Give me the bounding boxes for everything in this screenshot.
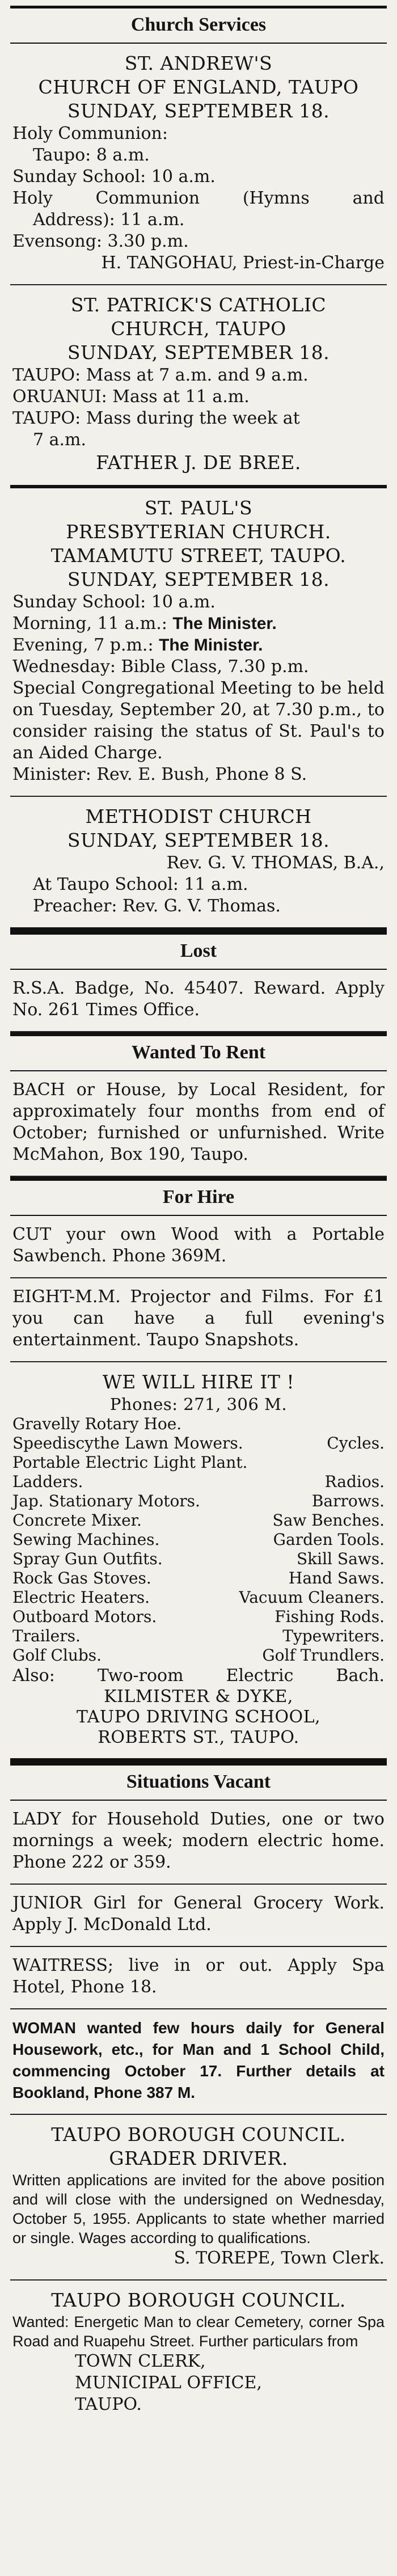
service-line: Taupo: 8 a.m. [33, 145, 150, 165]
lost-heading: Lost [10, 931, 387, 970]
service-line: ORUANUI: Mass at 11 a.m. [12, 387, 250, 407]
church-name: ST. PAUL'S [144, 497, 253, 519]
hire-list-ad [10, 1362, 387, 1762]
situation-text: JUNIOR Girl for General Grocery Work. Apply J. McDonald Ltd. [12, 1893, 385, 1935]
hire-item-left: Outboard Motors. [12, 1607, 157, 1626]
situation-ad [10, 1885, 387, 1947]
council-body: Wanted: Energetic Man to clear Cemetery, corner Spa Road and Ruapehu Street. Further particulars from [12, 2313, 385, 2350]
minister-label: The Minister. [172, 614, 277, 633]
situation-ad [10, 2009, 387, 2115]
council-signature: MUNICIPAL OFFICE, [75, 2373, 262, 2393]
hire-item-right: Cycles. [327, 1434, 385, 1452]
service-line [12, 613, 385, 635]
service-date: SUNDAY, SEPTEMBER 18. [67, 341, 330, 364]
council-grader-ad [10, 2115, 387, 2281]
minister-name: Rev. G. V. THOMAS, B.A., [166, 853, 385, 873]
methodist-notice [10, 797, 387, 931]
hire-item [12, 1414, 385, 1434]
council-cemetery-ad [10, 2281, 387, 2426]
council-name: TAUPO BOROUGH COUNCIL. [51, 2123, 346, 2146]
hire-item-left: Trailers. [12, 1627, 81, 1645]
council-signature: TOWN CLERK, [75, 2351, 206, 2371]
service-time: Morning, 11 a.m.: [12, 614, 173, 634]
service-line: Sunday School: 10 a.m. [12, 167, 216, 187]
hire-item-right: Hand Saws. [288, 1569, 385, 1587]
service-line: Address): 11 a.m. [33, 210, 185, 230]
church-address: TAMAMUTU STREET, TAUPO. [50, 544, 347, 567]
hire-item-left: Gravelly Rotary Hoe. [12, 1414, 182, 1433]
hire-item-right: Radios. [324, 1472, 385, 1491]
st-pauls-notice [10, 488, 387, 797]
hire-item-right: Vacuum Cleaners. [239, 1588, 385, 1607]
wanted-notice [10, 1071, 387, 1177]
hire-item [12, 1434, 385, 1453]
hire-item [12, 1569, 385, 1588]
hire-items-table [12, 1472, 385, 1665]
church-name: CHURCH, TAUPO [111, 318, 286, 340]
lost-notice [10, 970, 387, 1032]
situation-ad [10, 1801, 387, 1885]
hire-item [12, 1530, 385, 1549]
hire-item [12, 1588, 385, 1607]
newspaper-column [10, 0, 387, 2426]
minister-label: The Minister. [159, 636, 263, 654]
hire-item [12, 1627, 385, 1646]
priest-name: H. TANGOHAU, Priest-in-Charge [101, 253, 385, 273]
hire-item [12, 1549, 385, 1569]
hire-text: EIGHT-M.M. Projector and Films. For £1 you can have a full evening's entertainment. Taupo Snapshots. [12, 1287, 385, 1350]
church-name: METHODIST CHURCH [85, 805, 312, 827]
hire-signature: TAUPO DRIVING SCHOOL, [76, 1707, 321, 1727]
service-line: Holy Communion: [12, 124, 168, 143]
hire-item-right: Typewriters. [282, 1627, 385, 1645]
church-services-heading: Church Services [10, 6, 387, 44]
hire-item-left: Golf Clubs. [12, 1646, 102, 1665]
service-line: Sunday School: 10 a.m. [12, 592, 216, 612]
service-line: Wednesday: Bible Class, 7.30 p.m. [12, 657, 309, 677]
situations-vacant-heading: Situations Vacant [10, 1762, 387, 1801]
service-line: At Taupo School: 11 a.m. [33, 875, 248, 894]
hire-item [12, 1646, 385, 1665]
hire-item [12, 1453, 385, 1472]
situation-text: LADY for Household Duties, one or two mornings a week; modern electric home. Phone 222 or 359. [12, 1809, 385, 1872]
lost-text: R.S.A. Badge, No. 45407. Reward. Apply No. 261 Times Office. [12, 978, 385, 1020]
position-title: GRADER DRIVER. [109, 2147, 288, 2169]
hire-item-left: Spray Gun Outfits. [12, 1549, 163, 1568]
hire-title: WE WILL HIRE IT ! [102, 1371, 295, 1393]
wanted-to-rent-heading: Wanted To Rent [10, 1032, 387, 1071]
council-name: TAUPO BOROUGH COUNCIL. [51, 2289, 346, 2311]
for-hire-heading: For Hire [10, 1177, 387, 1216]
hire-item [12, 1472, 385, 1492]
minister-contact: Minister: Rev. E. Bush, Phone 8 S. [12, 765, 307, 784]
wanted-text: BACH or House, by Local Resident, for approximately four months from end of October; furnished or unfurnished. Write McMahon, Box 190, Taupo. [12, 1080, 385, 1164]
service-line [12, 635, 385, 656]
preacher-line: Preacher: Rev. G. V. Thomas. [33, 896, 281, 916]
council-signature: S. TOREPE, Town Clerk. [174, 2248, 385, 2268]
church-name: ST. ANDREW'S [124, 52, 273, 74]
hire-item-left: Jap. Stationary Motors. [12, 1492, 200, 1510]
hire-item-left: Concrete Mixer. [12, 1511, 142, 1530]
hire-item-left: Sewing Machines. [12, 1530, 160, 1549]
hire-item-left: Speediscythe Lawn Mowers. [12, 1434, 243, 1452]
service-line: Holy Communion (Hymns and [12, 188, 385, 208]
service-line: 7 a.m. [33, 430, 87, 450]
hire-item-right: Barrows. [311, 1492, 385, 1510]
hire-signature: KILMISTER & DYKE, [104, 1687, 293, 1707]
situation-text: WOMAN wanted few hours daily for General Housework, etc., for Man and 1 School Child, commencing October 17. Further details at Bookland, Phone 387 M. [12, 2019, 385, 2101]
service-line: TAUPO: Mass during the week at [12, 408, 300, 428]
hire-item-right: Saw Benches. [272, 1511, 385, 1530]
service-time: Evening, 7 p.m.: [12, 635, 159, 655]
situation-text: WAITRESS; live in or out. Apply Spa Hotel, Phone 18. [12, 1956, 385, 1997]
church-name: PRESBYTERIAN CHURCH. [66, 521, 331, 543]
council-signature: TAUPO. [75, 2395, 142, 2414]
hire-ad [10, 1216, 387, 1278]
situation-ad [10, 1947, 387, 2009]
hire-item-right: Fishing Rods. [274, 1607, 385, 1626]
hire-text: CUT your own Wood with a Portable Sawbench. Phone 369M. [12, 1224, 385, 1266]
hire-item-left: Electric Heaters. [12, 1588, 150, 1607]
st-patricks-notice [10, 285, 387, 488]
meeting-notice: Special Congregational Meeting to be held on Tuesday, September 20, at 7.30 p.m., to consider raising the status of St. Paul's to an Aided Charge. [12, 678, 385, 763]
hire-also: Also: Two-room Electric Bach. [12, 1666, 385, 1686]
hire-item [12, 1607, 385, 1627]
hire-item [12, 1511, 385, 1530]
hire-item-left: Portable Electric Light Plant. [12, 1453, 248, 1472]
service-line: Evensong: 3.30 p.m. [12, 231, 189, 251]
church-name: CHURCH OF ENGLAND, TAUPO [38, 76, 359, 98]
church-name: ST. PATRICK'S CATHOLIC [70, 294, 327, 316]
priest-name: FATHER J. DE BREE. [96, 451, 301, 474]
council-body: Written applications are invited for the above position and will close with the undersigned on Wednesday, October 5, 1955. Applicants to state whether married or single. Wages according to qualifications. [12, 2172, 385, 2246]
hire-item-right: Skill Saws. [296, 1549, 385, 1568]
hire-ad [10, 1278, 387, 1362]
hire-phones: Phones: 271, 306 M. [109, 1395, 288, 1414]
hire-signature: ROBERTS ST., TAUPO. [98, 1728, 299, 1747]
hire-item-right: Golf Trundlers. [262, 1646, 385, 1665]
service-line: TAUPO: Mass at 7 a.m. and 9 a.m. [12, 365, 309, 385]
st-andrews-notice [10, 44, 387, 285]
service-date: SUNDAY, SEPTEMBER 18. [67, 100, 330, 122]
hire-item-right: Garden Tools. [273, 1530, 385, 1549]
hire-item-left: Rock Gas Stoves. [12, 1569, 151, 1587]
service-date: SUNDAY, SEPTEMBER 18. [67, 829, 330, 851]
service-date: SUNDAY, SEPTEMBER 18. [67, 568, 330, 590]
hire-item [12, 1492, 385, 1511]
hire-item-left: Ladders. [12, 1472, 83, 1491]
